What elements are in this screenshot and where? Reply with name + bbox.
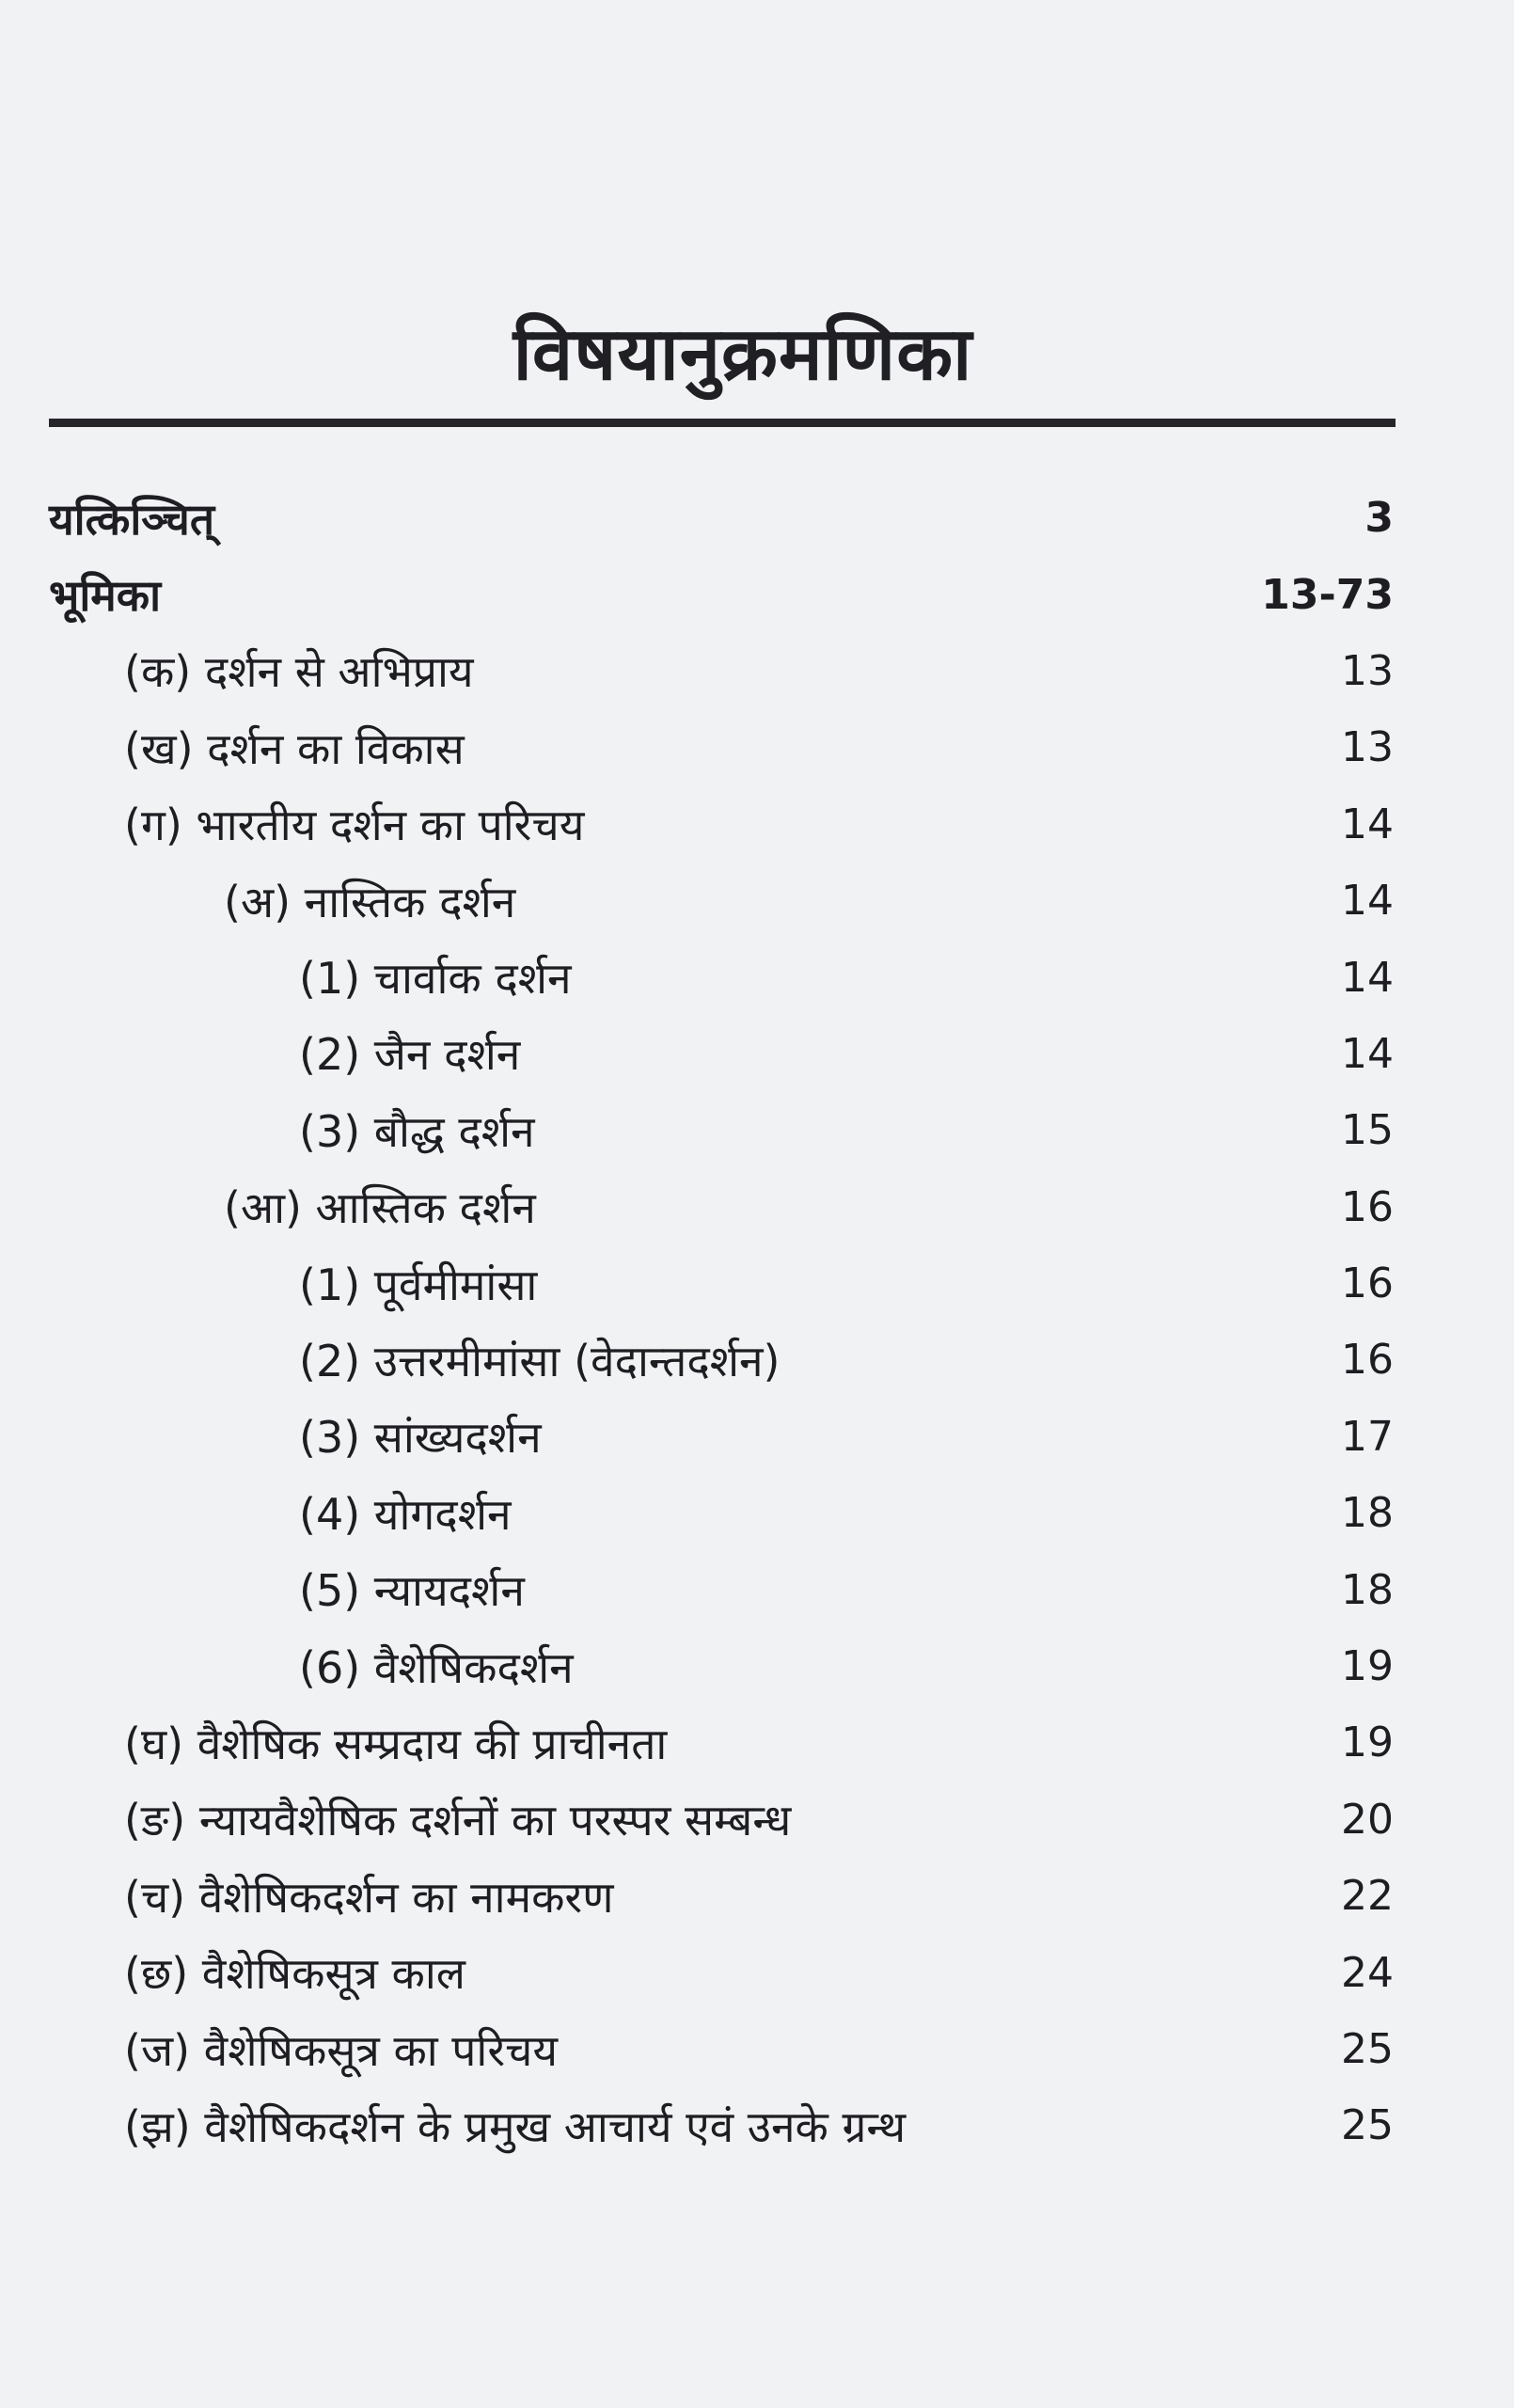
toc-entry-page: 22 bbox=[1341, 1872, 1394, 1921]
toc-entry-label: (1) पूर्वमीमांसा bbox=[299, 1259, 538, 1310]
page-title: विषयानुक्रमणिका bbox=[513, 312, 973, 397]
toc-entry bbox=[0, 2011, 1514, 2087]
toc-entry bbox=[0, 1092, 1514, 1168]
table-of-contents bbox=[0, 480, 1514, 2164]
toc-entry-preface bbox=[0, 480, 1514, 556]
toc-entry-page: 24 bbox=[1341, 1948, 1394, 1997]
toc-entry bbox=[0, 939, 1514, 1015]
toc-entry-label: (क) दर्शन से अभिप्राय bbox=[124, 646, 474, 698]
toc-entry-page: 13 bbox=[1341, 723, 1394, 772]
toc-entry-page: 19 bbox=[1341, 1642, 1394, 1691]
toc-entry-page: 3 bbox=[1364, 494, 1394, 543]
toc-entry bbox=[0, 1858, 1514, 1934]
toc-entry-page: 20 bbox=[1341, 1795, 1394, 1844]
toc-entry-label: (अ) नास्तिक दर्शन bbox=[224, 876, 516, 927]
toc-entry-label: भूमिका bbox=[49, 570, 162, 622]
toc-entry bbox=[0, 1551, 1514, 1627]
toc-entry-page: 16 bbox=[1341, 1336, 1394, 1385]
toc-entry bbox=[0, 1399, 1514, 1475]
toc-entry bbox=[0, 1016, 1514, 1092]
toc-entry-label: (झ) वैशेषिकदर्शन के प्रमुख आचार्य एवं उनके ग्रन्थ bbox=[124, 2100, 907, 2152]
title-underline bbox=[49, 419, 1396, 427]
toc-entry-page: 13 bbox=[1341, 646, 1394, 695]
toc-entry-label: (ख) दर्शन का विकास bbox=[124, 722, 465, 774]
toc-entry-label: (1) चार्वाक दर्शन bbox=[299, 953, 572, 1005]
toc-entry-page: 19 bbox=[1341, 1719, 1394, 1767]
toc-entry bbox=[0, 2087, 1514, 2163]
toc-entry-label: यत्किञ्चित् bbox=[49, 493, 215, 545]
toc-entry-page: 14 bbox=[1341, 953, 1394, 1002]
toc-entry bbox=[0, 1782, 1514, 1858]
toc-entry-page: 14 bbox=[1341, 800, 1394, 848]
toc-entry-label: (घ) वैशेषिक सम्प्रदाय की प्राचीनता bbox=[124, 1718, 668, 1769]
toc-entry-label: (4) योगदर्शन bbox=[299, 1488, 512, 1540]
toc-entry-label: (ग) भारतीय दर्शन का परिचय bbox=[124, 800, 585, 851]
toc-entry bbox=[0, 1245, 1514, 1322]
toc-entry bbox=[0, 709, 1514, 785]
toc-entry-label: (छ) वैशेषिकसूत्र काल bbox=[124, 1948, 465, 2000]
toc-entry-page: 14 bbox=[1341, 877, 1394, 926]
toc-entry-label: (5) न्यायदर्शन bbox=[299, 1565, 525, 1617]
toc-entry bbox=[0, 1934, 1514, 2010]
toc-entry-page: 25 bbox=[1341, 2101, 1394, 2150]
toc-entry bbox=[0, 1169, 1514, 1245]
toc-entry-page: 18 bbox=[1341, 1489, 1394, 1538]
toc-entry bbox=[0, 786, 1514, 863]
toc-entry bbox=[0, 1475, 1514, 1551]
toc-entry-label: (3) बौद्ध दर्शन bbox=[299, 1105, 535, 1157]
toc-entry-page: 17 bbox=[1341, 1412, 1394, 1461]
toc-entry-label: (आ) आस्तिक दर्शन bbox=[224, 1182, 536, 1234]
toc-entry-label: (2) उत्तरमीमांसा (वेदान्तदर्शन) bbox=[299, 1335, 781, 1386]
toc-entry bbox=[0, 1704, 1514, 1781]
toc-entry-page: 14 bbox=[1341, 1029, 1394, 1078]
toc-entry bbox=[0, 1322, 1514, 1398]
toc-entry bbox=[0, 1628, 1514, 1704]
toc-entry-label: (ङ) न्यायवैशेषिक दर्शनों का परस्पर सम्बन्ध bbox=[124, 1795, 792, 1846]
toc-entry-page: 18 bbox=[1341, 1565, 1394, 1614]
toc-entry-introduction bbox=[0, 556, 1514, 632]
toc-entry-page: 25 bbox=[1341, 2025, 1394, 2073]
toc-entry-label: (6) वैशेषिकदर्शन bbox=[299, 1641, 574, 1693]
toc-entry-page: 13-73 bbox=[1261, 570, 1394, 619]
toc-entry-label: (2) जैन दर्शन bbox=[299, 1029, 521, 1081]
toc-entry bbox=[0, 863, 1514, 939]
toc-entry bbox=[0, 633, 1514, 709]
toc-entry-label: (3) सांख्यदर्शन bbox=[299, 1412, 542, 1464]
toc-entry-page: 15 bbox=[1341, 1106, 1394, 1155]
toc-entry-label: (च) वैशेषिकदर्शन का नामकरण bbox=[124, 1871, 614, 1923]
toc-entry-label: (ज) वैशेषिकसूत्र का परिचय bbox=[124, 2024, 559, 2076]
toc-entry-page: 16 bbox=[1341, 1182, 1394, 1231]
toc-entry-page: 16 bbox=[1341, 1259, 1394, 1308]
